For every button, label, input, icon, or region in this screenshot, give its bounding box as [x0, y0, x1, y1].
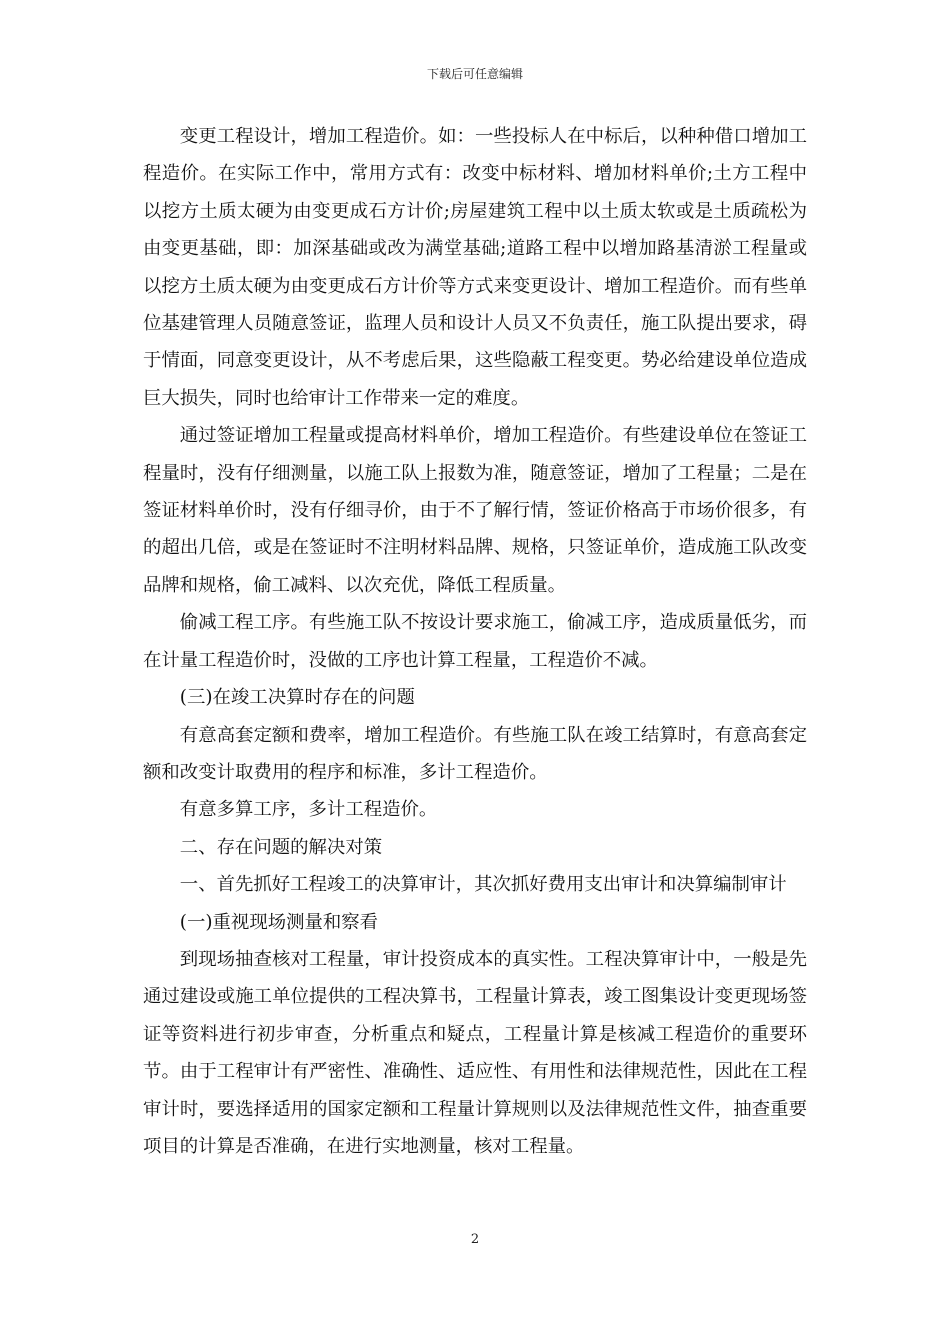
paragraph: 通过签证增加工程量或提高材料单价，增加工程造价。有些建设单位在签证工程量时，没有仔细测量，以施工队上报数为准，随意签证，增加了工程量；二是在签证材料单价时，没有仔细寻价，由于不了解行情，签证价格高于市场价很多，有的超出几倍，或是在签证时不注明材料品牌、规格，只签证单价，造成施工队改变品牌和规格，偷工减料、以次充优，降低工程质量。: [143, 425, 807, 596]
paragraph: 变更工程设计，增加工程造价。如：一些投标人在中标后，以种种借口增加工程造价。在实际工作中，常用方式有：改变中标材料、增加材料单价;土方工程中以挖方土质太硬为由变更成石方计价;房屋建筑工程中以土质太软或是土质疏松为由变更基础，即：加深基础或改为满堂基础;道路工程中以增加路基清淤工程量或以挖方土质太硬为由变更成石方计价等方式来变更设计、增加工程造价。而有些单位基建管理人员随意签证，监理人员和设计人员又不负责任，施工队提出要求，碍于情面，同意变更设计，从不考虑后果，这些隐蔽工程变更。势必给建设单位造成巨大损失，同时也给审计工作带来一定的难度。: [143, 126, 807, 409]
section-heading: (一)重视现场测量和察看: [179, 911, 379, 933]
page-number: 2: [470, 1232, 480, 1247]
section-heading: 二、存在问题的解决对策: [179, 836, 383, 858]
page-header: 下载后可任意编辑: [426, 67, 523, 81]
document-body: [143, 118, 807, 1165]
paragraph: 有意高套定额和费率，增加工程造价。有些施工队在竣工结算时，有意高套定额和改变计取费用的程序和标准，多计工程造价。: [143, 724, 807, 783]
paragraph: 偷减工程工序。有些施工队不按设计要求施工，偷减工序，造成质量低劣，而在计量工程造价时，没做的工序也计算工程量，工程造价不减。: [143, 612, 807, 671]
paragraph: 到现场抽查核对工程量，审计投资成本的真实性。工程决算审计中，一般是先通过建设或施工单位提供的工程决算书，工程量计算表，竣工图集设计变更现场签证等资料进行初步审查，分析重点和疑点，工程量计算是核减工程造价的重要环节。由于工程审计有严密性、准确性、适应性、有用性和法律规范性，因此在工程审计时，要选择适用的国家定额和工程量计算规则以及法律规范性文件，抽查重要项目的计算是否准确，在进行实地测量，核对工程量。: [143, 948, 807, 1157]
section-heading: (三)在竣工决算时存在的问题: [179, 687, 415, 709]
section-heading: 一、首先抓好工程竣工的决算审计，其次抓好费用支出审计和决算编制审计: [179, 874, 787, 896]
paragraph: 有意多算工序，多计工程造价。: [179, 799, 438, 821]
